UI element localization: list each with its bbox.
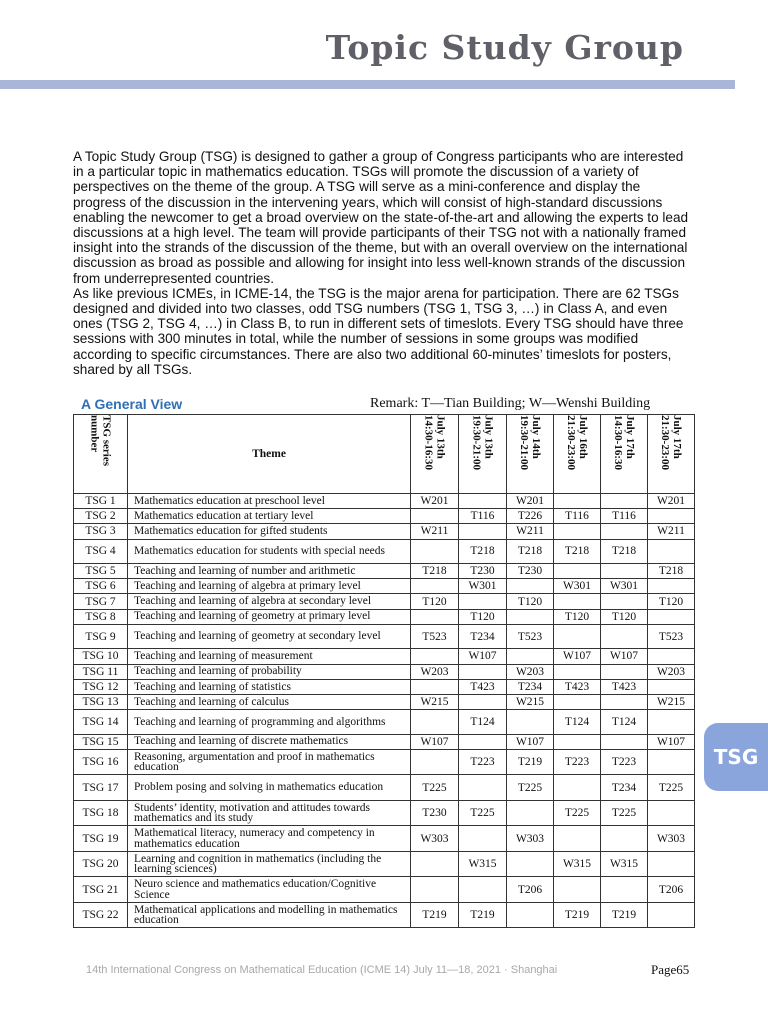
tsg-number-cell: TSG 2 (74, 509, 128, 524)
room-cell (554, 564, 601, 579)
tsg-number-cell: TSG 20 (74, 851, 128, 877)
room-cell (411, 509, 459, 524)
room-cell (648, 539, 695, 564)
room-cell: T219 (554, 902, 601, 928)
header-slot: July 17th 14:30-16:30 (601, 415, 648, 494)
room-cell (459, 734, 507, 749)
room-cell (411, 579, 459, 594)
room-cell: T218 (411, 564, 459, 579)
room-cell (648, 851, 695, 877)
table-row (74, 509, 695, 524)
page-number: Page65 (651, 962, 690, 977)
theme-cell: Teaching and learning of calculus (128, 694, 411, 709)
room-cell (648, 710, 695, 735)
table-row (74, 734, 695, 749)
theme-cell: Teaching and learning of measurement (128, 649, 411, 664)
table-row (74, 494, 695, 509)
room-cell (411, 710, 459, 735)
table-row (74, 539, 695, 564)
room-cell: W203 (648, 664, 695, 679)
theme-cell: Learning and cognition in mathematics (including the learning sciences) (128, 851, 411, 877)
room-cell: W201 (507, 494, 554, 509)
table-row (74, 609, 695, 624)
room-cell (507, 649, 554, 664)
room-cell: T124 (554, 710, 601, 735)
room-cell (459, 524, 507, 539)
room-cell: T116 (601, 509, 648, 524)
room-cell (507, 579, 554, 594)
room-cell (648, 509, 695, 524)
theme-cell: Mathematics education at preschool level (128, 494, 411, 509)
theme-cell: Mathematical literacy, numeracy and competency in mathematics education (128, 826, 411, 852)
tsg-number-cell: TSG 9 (74, 624, 128, 649)
room-cell (648, 800, 695, 826)
room-cell (554, 877, 601, 903)
table-row (74, 679, 695, 694)
room-cell (554, 694, 601, 709)
room-cell: T234 (459, 624, 507, 649)
room-cell: T219 (411, 902, 459, 928)
room-cell (601, 624, 648, 649)
room-cell: T120 (648, 594, 695, 609)
room-cell: T218 (507, 539, 554, 564)
room-cell: W107 (601, 649, 648, 664)
room-cell (459, 664, 507, 679)
room-cell (554, 494, 601, 509)
room-cell: T225 (507, 775, 554, 801)
theme-cell: Teaching and learning of probability (128, 664, 411, 679)
room-cell: W107 (554, 649, 601, 664)
room-cell: T124 (459, 710, 507, 735)
tsg-number-cell: TSG 10 (74, 649, 128, 664)
tsg-number-cell: TSG 1 (74, 494, 128, 509)
room-cell: W211 (648, 524, 695, 539)
table-row (74, 564, 695, 579)
room-cell: W211 (411, 524, 459, 539)
room-cell (601, 494, 648, 509)
room-cell (411, 679, 459, 694)
room-cell (507, 902, 554, 928)
header-slot: July 14th 19:30-21:00 (507, 415, 554, 494)
room-cell: T225 (459, 800, 507, 826)
header-slot: July 17th 21:30-23:00 (648, 415, 695, 494)
theme-cell: Teaching and learning of programming and algorithms (128, 710, 411, 735)
room-cell (459, 694, 507, 709)
room-cell: W107 (507, 734, 554, 749)
room-cell: T219 (601, 902, 648, 928)
room-cell: T218 (601, 539, 648, 564)
theme-cell: Mathematics education for gifted students (128, 524, 411, 539)
theme-cell: Reasoning, argumentation and proof in mathematics education (128, 749, 411, 775)
room-cell: W203 (507, 664, 554, 679)
room-cell (554, 775, 601, 801)
table-row (74, 649, 695, 664)
room-cell: T218 (648, 564, 695, 579)
building-remark: Remark: T—Tian Building; W—Wenshi Building (370, 396, 651, 411)
tsg-number-cell: TSG 19 (74, 826, 128, 852)
theme-cell: Mathematical applications and modelling in mathematics education (128, 902, 411, 928)
room-cell: T234 (507, 679, 554, 694)
room-cell: T423 (601, 679, 648, 694)
room-cell: T423 (459, 679, 507, 694)
theme-cell: Teaching and learning of statistics (128, 679, 411, 694)
room-cell (648, 579, 695, 594)
room-cell (601, 594, 648, 609)
room-cell: T223 (554, 749, 601, 775)
theme-cell: Mathematics education at tertiary level (128, 509, 411, 524)
table-row (74, 877, 695, 903)
room-cell (411, 749, 459, 775)
table-row (74, 902, 695, 928)
room-cell (507, 609, 554, 624)
tsg-number-cell: TSG 3 (74, 524, 128, 539)
room-cell: W315 (601, 851, 648, 877)
theme-cell: Teaching and learning of discrete mathematics (128, 734, 411, 749)
room-cell: W201 (648, 494, 695, 509)
room-cell: W301 (601, 579, 648, 594)
header-slot: July 13th 14:30-16:30 (411, 415, 459, 494)
room-cell: T218 (554, 539, 601, 564)
intro-text (73, 149, 693, 377)
room-cell (601, 694, 648, 709)
room-cell: W201 (411, 494, 459, 509)
room-cell: T120 (601, 609, 648, 624)
table-header-row (74, 415, 695, 494)
table-row (74, 710, 695, 735)
room-cell: T124 (601, 710, 648, 735)
table-row (74, 775, 695, 801)
theme-cell: Teaching and learning of geometry at secondary level (128, 624, 411, 649)
room-cell: T206 (507, 877, 554, 903)
room-cell: T423 (554, 679, 601, 694)
room-cell: W301 (459, 579, 507, 594)
theme-cell: Problem posing and solving in mathematics education (128, 775, 411, 801)
room-cell: T206 (648, 877, 695, 903)
room-cell: W215 (648, 694, 695, 709)
room-cell: T120 (554, 609, 601, 624)
theme-cell: Mathematics education for students with special needs (128, 539, 411, 564)
room-cell: W215 (507, 694, 554, 709)
room-cell: W107 (648, 734, 695, 749)
table-row (74, 851, 695, 877)
room-cell (601, 664, 648, 679)
tsg-number-cell: TSG 22 (74, 902, 128, 928)
table-row (74, 579, 695, 594)
page-title: Topic Study Group (325, 28, 684, 67)
table-body (74, 494, 695, 928)
tsg-number-cell: TSG 6 (74, 579, 128, 594)
table-row (74, 624, 695, 649)
header-slot: July 13th 19:30-21:00 (459, 415, 507, 494)
room-cell (459, 826, 507, 852)
room-cell: W107 (411, 734, 459, 749)
room-cell: T116 (554, 509, 601, 524)
room-cell (411, 877, 459, 903)
room-cell: T234 (601, 775, 648, 801)
tsg-number-cell: TSG 5 (74, 564, 128, 579)
room-cell: T523 (507, 624, 554, 649)
room-cell (554, 624, 601, 649)
room-cell (507, 851, 554, 877)
table-row (74, 664, 695, 679)
room-cell (648, 749, 695, 775)
room-cell (554, 664, 601, 679)
room-cell (459, 494, 507, 509)
tsg-number-cell: TSG 14 (74, 710, 128, 735)
room-cell: T230 (411, 800, 459, 826)
room-cell: T523 (411, 624, 459, 649)
room-cell: T230 (459, 564, 507, 579)
footer-text: 14th International Congress on Mathematical Education (ICME 14) July 11—18, 2021 · Shanghai (86, 964, 558, 976)
tsg-side-tab: TSG (704, 723, 768, 791)
room-cell: T223 (601, 749, 648, 775)
tsg-number-cell: TSG 8 (74, 609, 128, 624)
table-row (74, 800, 695, 826)
room-cell (411, 851, 459, 877)
room-cell: W303 (411, 826, 459, 852)
room-cell (601, 877, 648, 903)
room-cell: W315 (554, 851, 601, 877)
intro-paragraph: As like previous ICMEs, in ICME-14, the TSG is the major arena for participation. There are 62 TSGs designed and divided into two classes, odd TSG numbers (TSG 1, TSG 3, …) in Class A, and even ones (TSG 2, TSG 4, …) in Class B, to run in different sets of timeslots. Every TSG should have three sessions with 300 minutes in total, while the number of sessions in some groups was modified according to specific circumstances. There are also two additional 60-minutes’ timeslots for posters, shared by all TSGs. (73, 285, 684, 377)
room-cell: T219 (459, 902, 507, 928)
table-row (74, 594, 695, 609)
room-cell (601, 524, 648, 539)
theme-cell: Teaching and learning of algebra at secondary level (128, 594, 411, 609)
room-cell (601, 564, 648, 579)
room-cell: W303 (507, 826, 554, 852)
tsg-number-cell: TSG 11 (74, 664, 128, 679)
room-cell: T218 (459, 539, 507, 564)
room-cell: W211 (507, 524, 554, 539)
room-cell: T230 (507, 564, 554, 579)
room-cell (554, 826, 601, 852)
header-slot: July 16th 21:30-23:00 (554, 415, 601, 494)
room-cell (507, 800, 554, 826)
room-cell: T219 (507, 749, 554, 775)
title-rule (0, 80, 735, 89)
tsg-number-cell: TSG 18 (74, 800, 128, 826)
theme-cell: Teaching and learning of number and arithmetic (128, 564, 411, 579)
room-cell: T120 (411, 594, 459, 609)
room-cell (459, 877, 507, 903)
room-cell (554, 594, 601, 609)
room-cell (601, 826, 648, 852)
table-row (74, 524, 695, 539)
room-cell (554, 524, 601, 539)
room-cell: T523 (648, 624, 695, 649)
room-cell: T120 (507, 594, 554, 609)
tsg-number-cell: TSG 16 (74, 749, 128, 775)
room-cell: W303 (648, 826, 695, 852)
room-cell (648, 649, 695, 664)
tsg-number-cell: TSG 21 (74, 877, 128, 903)
room-cell (411, 649, 459, 664)
tsg-schedule-table (73, 414, 695, 928)
room-cell: T225 (411, 775, 459, 801)
tsg-number-cell: TSG 4 (74, 539, 128, 564)
room-cell: T226 (507, 509, 554, 524)
room-cell: T223 (459, 749, 507, 775)
theme-cell: Neuro science and mathematics education/Cognitive Science (128, 877, 411, 903)
tsg-number-cell: TSG 17 (74, 775, 128, 801)
tsg-number-cell: TSG 15 (74, 734, 128, 749)
room-cell (648, 609, 695, 624)
table-row (74, 694, 695, 709)
room-cell: T116 (459, 509, 507, 524)
room-cell (411, 609, 459, 624)
theme-cell: Teaching and learning of geometry at primary level (128, 609, 411, 624)
theme-cell: Teaching and learning of algebra at primary level (128, 579, 411, 594)
theme-cell: Students’ identity, motivation and attitudes towards mathematics and its study (128, 800, 411, 826)
room-cell (648, 902, 695, 928)
section-heading: A General View (81, 396, 183, 412)
room-cell (507, 710, 554, 735)
room-cell: T225 (601, 800, 648, 826)
room-cell (459, 775, 507, 801)
room-cell: W203 (411, 664, 459, 679)
intro-paragraph: A Topic Study Group (TSG) is designed to gather a group of Congress participants who are interested in a particular topic in mathematics education. TSGs will promote the discussion of a variety of perspectives on the theme of the group. A TSG will serve as a mini-conference and display the progress of the discussion in the intervening years, which will consist of high-standard discussions enabling the newcomer to get a broad overview on the state-of-the-art and allowing the experts to lead discussions at a high level. The team will provide participants of their TSG not with a nationally framed insight into the strands of the discussion of the theme, but with an overall overview on the international discussion as broad as possible and allowing for insight into less well-known strands of the discussion from underrepresented countries. (73, 149, 689, 286)
room-cell (601, 734, 648, 749)
room-cell: W301 (554, 579, 601, 594)
room-cell (648, 679, 695, 694)
room-cell: T225 (554, 800, 601, 826)
room-cell: T225 (648, 775, 695, 801)
room-cell: T120 (459, 609, 507, 624)
room-cell (459, 594, 507, 609)
room-cell: W315 (459, 851, 507, 877)
room-cell (554, 734, 601, 749)
header-tsg-number: TSG series number (74, 415, 128, 494)
tsg-number-cell: TSG 7 (74, 594, 128, 609)
table-row (74, 749, 695, 775)
table-row (74, 826, 695, 852)
room-cell: W107 (459, 649, 507, 664)
tsg-number-cell: TSG 13 (74, 694, 128, 709)
room-cell (411, 539, 459, 564)
header-theme: Theme (128, 415, 411, 494)
room-cell: W215 (411, 694, 459, 709)
tsg-number-cell: TSG 12 (74, 679, 128, 694)
